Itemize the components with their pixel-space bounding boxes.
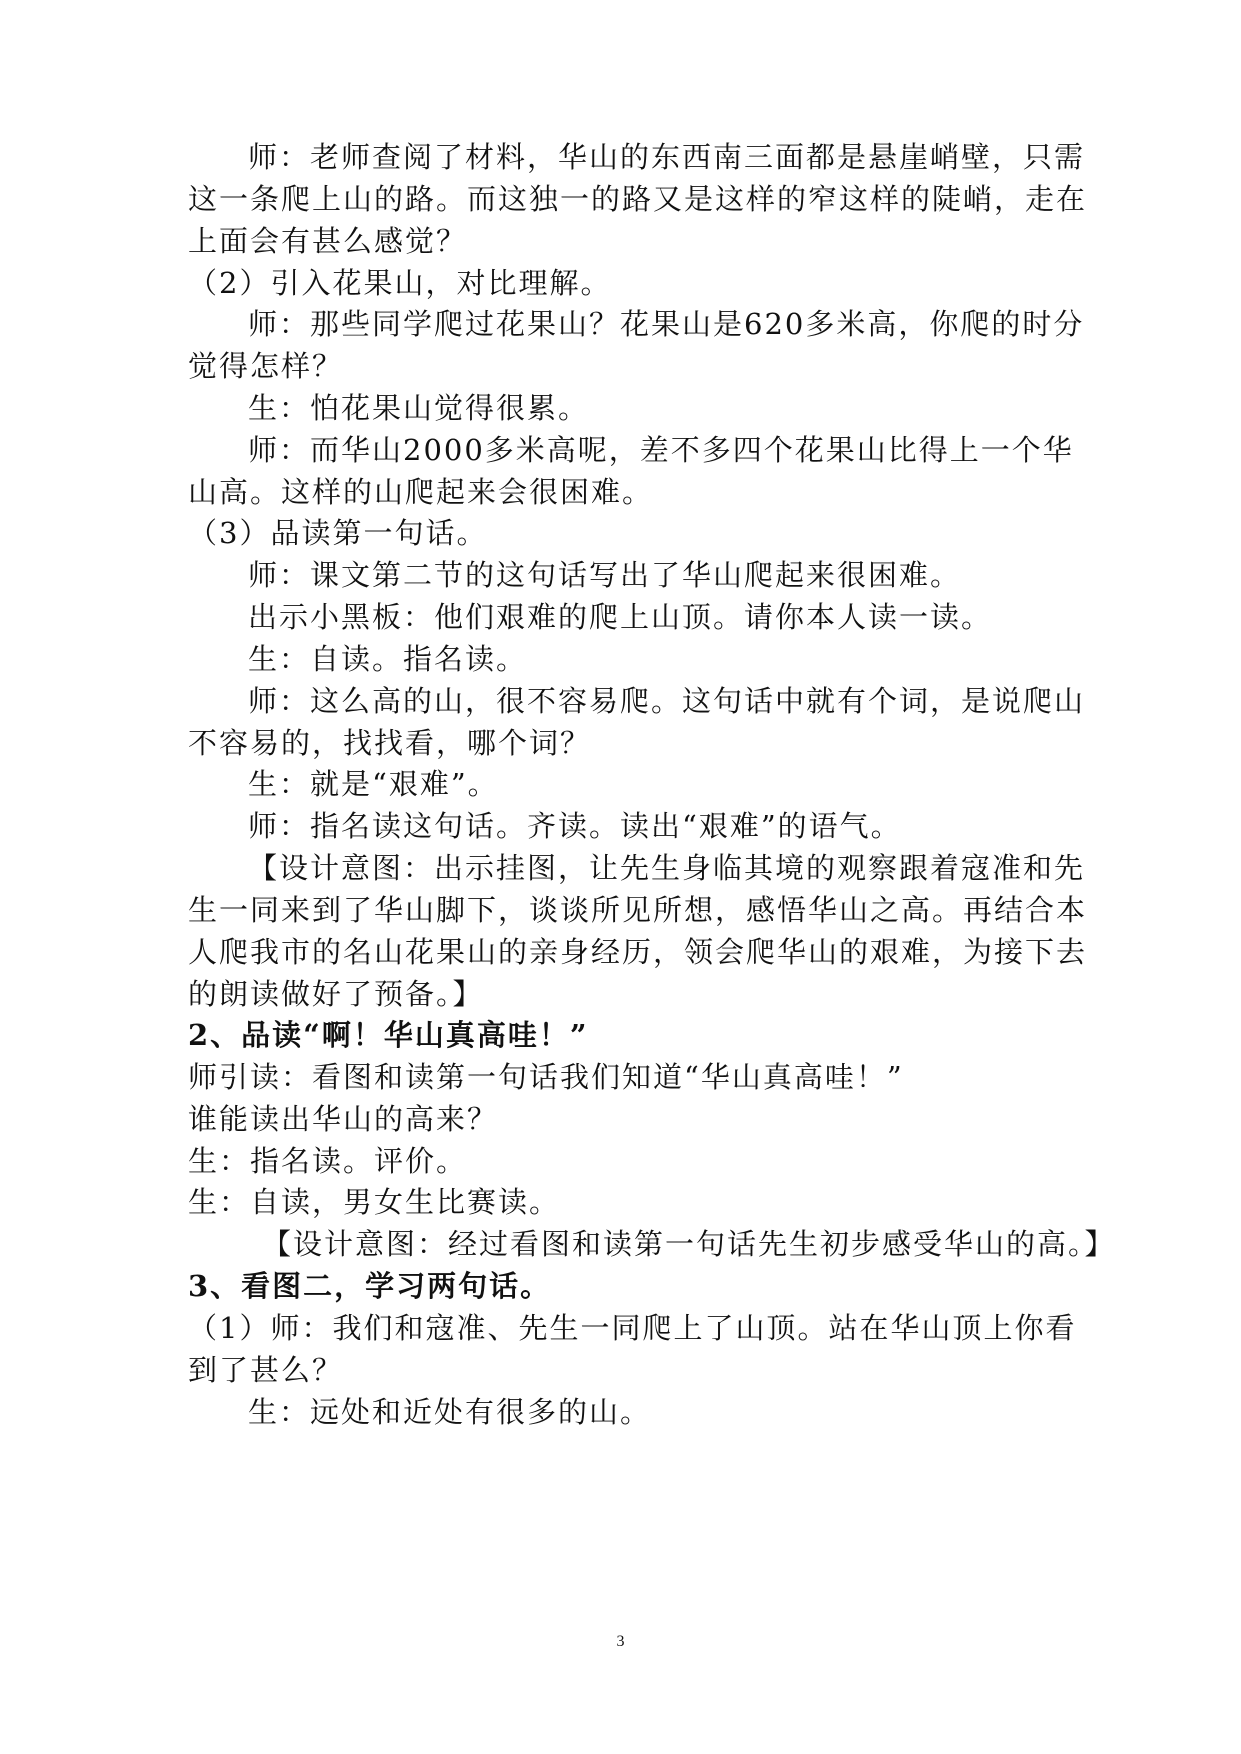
design-intent-note: 生一同来到了华山脚下，谈谈所见所想，感悟华山之高。再结合本 (188, 893, 1088, 927)
paragraph-line: 师：课文第二节的这句话写出了华山爬起来很困难。 (248, 558, 962, 592)
paragraph-line: 不容易的，找找看，哪个词？ (188, 726, 592, 760)
section-heading: 2、品读“啊！华山真高哇！” (188, 1018, 589, 1052)
paragraph-line: 山高。这样的山爬起来会很困难。 (188, 475, 654, 509)
paragraph-line: 师：而华山2000多米高呢，差不多四个花果山比得上一个华 (248, 433, 1074, 467)
paragraph-line: 上面会有甚么感觉？ (188, 224, 468, 258)
paragraph-line: 出示小黑板：他们艰难的爬上山顶。请你本人读一读。 (248, 600, 993, 634)
paragraph-line: （1）师：我们和寇准、先生一同爬上了山顶。站在华山顶上你看 (188, 1311, 1077, 1345)
paragraph-line: 师引读：看图和读第一句话我们知道“华山真高哇！” (188, 1060, 904, 1094)
design-intent-note: 人爬我市的名山花果山的亲身经历，领会爬华山的艰难，为接下去 (188, 935, 1088, 969)
paragraph-line: 觉得怎样？ (188, 349, 344, 383)
paragraph-line: 师：这么高的山，很不容易爬。这句话中就有个词，是说爬山 (248, 684, 1086, 718)
paragraph-line: 生：怕花果山觉得很累。 (248, 391, 590, 425)
paragraph-line: 谁能读出华山的高来？ (188, 1102, 499, 1136)
paragraph-line: 师：指名读这句话。齐读。读出“艰难”的语气。 (248, 809, 902, 843)
subsection-heading: （2）引入花果山，对比理解。 (188, 266, 612, 300)
paragraph-line: 生：自读。指名读。 (248, 642, 528, 676)
subsection-heading: （3）品读第一句话。 (188, 516, 488, 550)
design-intent-note: 【设计意图：经过看图和读第一句话先生初步感受华山的高。】 (262, 1227, 1116, 1261)
paragraph-line: 生：远处和近处有很多的山。 (248, 1395, 652, 1429)
paragraph-line: 生：自读，男女生比赛读。 (188, 1185, 561, 1219)
paragraph-line: 师：老师查阅了材料，华山的东西南三面都是悬崖峭壁，只需 (248, 140, 1086, 174)
design-intent-note: 【设计意图：出示挂图，让先生身临其境的观察跟着寇准和先 (248, 851, 1086, 885)
paragraph-line: 生：就是“艰难”。 (248, 767, 499, 801)
paragraph-line: 这一条爬上山的路。而这独一的路又是这样的窄这样的陡峭，走在 (188, 182, 1088, 216)
design-intent-note: 的朗读做好了预备。】 (188, 977, 484, 1011)
section-heading: 3、看图二，学习两句话。 (188, 1269, 552, 1303)
page-number: 3 (616, 1633, 625, 1650)
paragraph-line: 生：指名读。评价。 (188, 1144, 468, 1178)
paragraph-line: 到了甚么？ (188, 1353, 344, 1387)
paragraph-line: 师：那些同学爬过花果山？花果山是620多米高，你爬的时分 (248, 307, 1085, 341)
